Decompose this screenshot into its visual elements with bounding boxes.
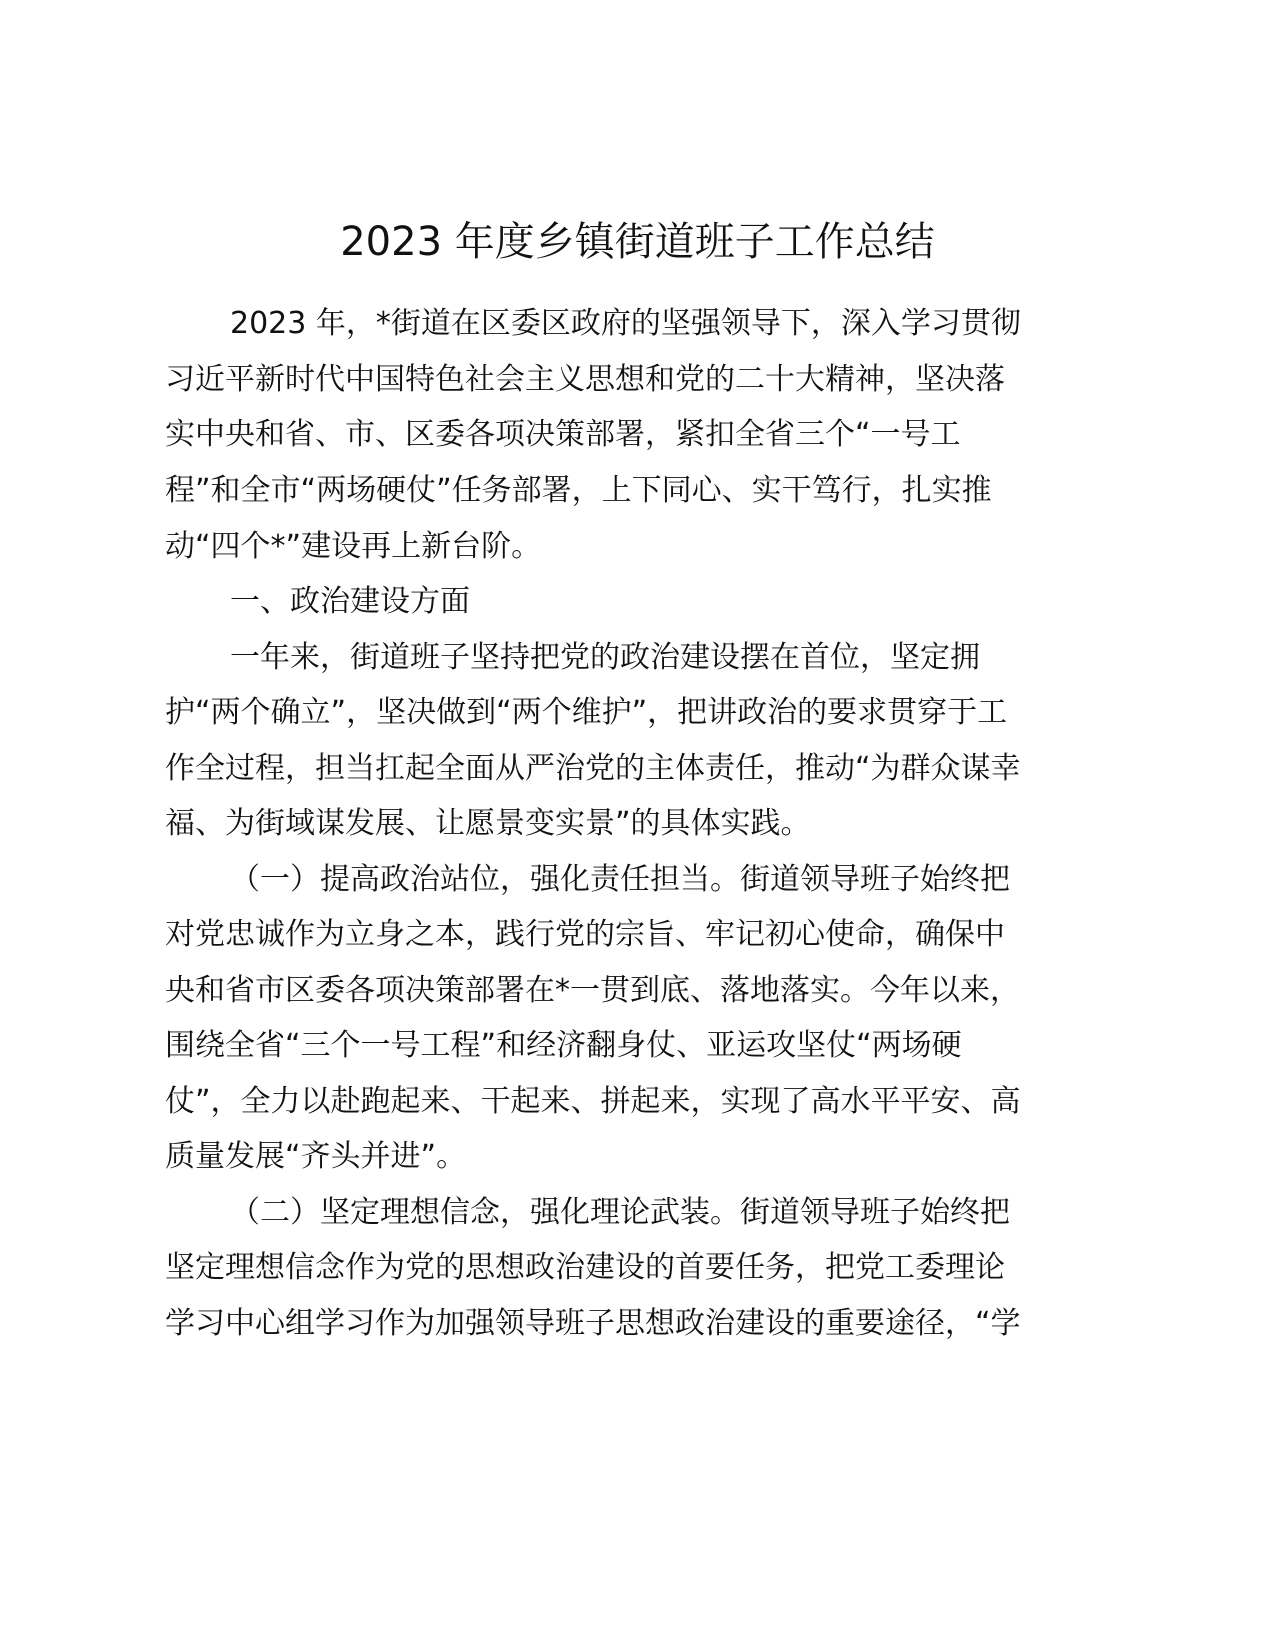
paragraph-line: 护“两个确立”，坚决做到“两个维护”，把讲政治的要求贯穿于工 — [165, 695, 1008, 730]
paragraph-line: 质量发展“齐头并进”。 — [165, 1139, 467, 1174]
paragraph-line: 程”和全市“两场硬仗”任务部署，上下同心、实干笃行，扎实推 — [165, 473, 992, 508]
paragraph-line: 对党忠诚作为立身之本，践行党的宗旨、牢记初心使命，确保中 — [165, 917, 1005, 952]
paragraph-line: 2023 年，*街道在区委区政府的坚强领导下，深入学习贯彻 — [230, 306, 1021, 341]
paragraph-line: 习近平新时代中国特色社会主义思想和党的二十大精神，坚决落 — [165, 362, 1005, 397]
paragraph-line: 一年来，街道班子坚持把党的政治建设摆在首位，坚定拥 — [230, 640, 980, 675]
paragraph-line: 学习中心组学习作为加强领导班子思想政治建设的重要途径，“学 — [165, 1306, 1021, 1341]
paragraph-line: 福、为街域谋发展、让愿景变实景”的具体实践。 — [165, 806, 811, 841]
document-title: 2023 年度乡镇街道班子工作总结 — [340, 219, 935, 265]
paragraph-line: （一）提高政治站位，强化责任担当。街道领导班子始终把 — [230, 862, 1010, 897]
paragraph-line: 仗”，全力以赴跑起来、干起来、拼起来，实现了高水平平安、高 — [165, 1084, 1021, 1119]
paragraph-line: 实中央和省、市、区委各项决策部署，紧扣全省三个“一号工 — [165, 417, 961, 452]
paragraph-line: （二）坚定理想信念，强化理论武装。街道领导班子始终把 — [230, 1195, 1010, 1230]
paragraph-line: 央和省市区委各项决策部署在*一贯到底、落地落实。今年以来， — [165, 973, 1020, 1008]
paragraph-line: 动“四个*”建设再上新台阶。 — [165, 529, 542, 564]
paragraph-line: 坚定理想信念作为党的思想政治建设的首要任务，把党工委理论 — [165, 1250, 1005, 1285]
paragraph-line: 围绕全省“三个一号工程”和经济翻身仗、亚运攻坚仗“两场硬 — [165, 1028, 962, 1063]
paragraph-line: 作全过程，担当扛起全面从严治党的主体责任，推动“为群众谋幸 — [165, 751, 1021, 786]
section-heading: 一、政治建设方面 — [230, 584, 470, 619]
